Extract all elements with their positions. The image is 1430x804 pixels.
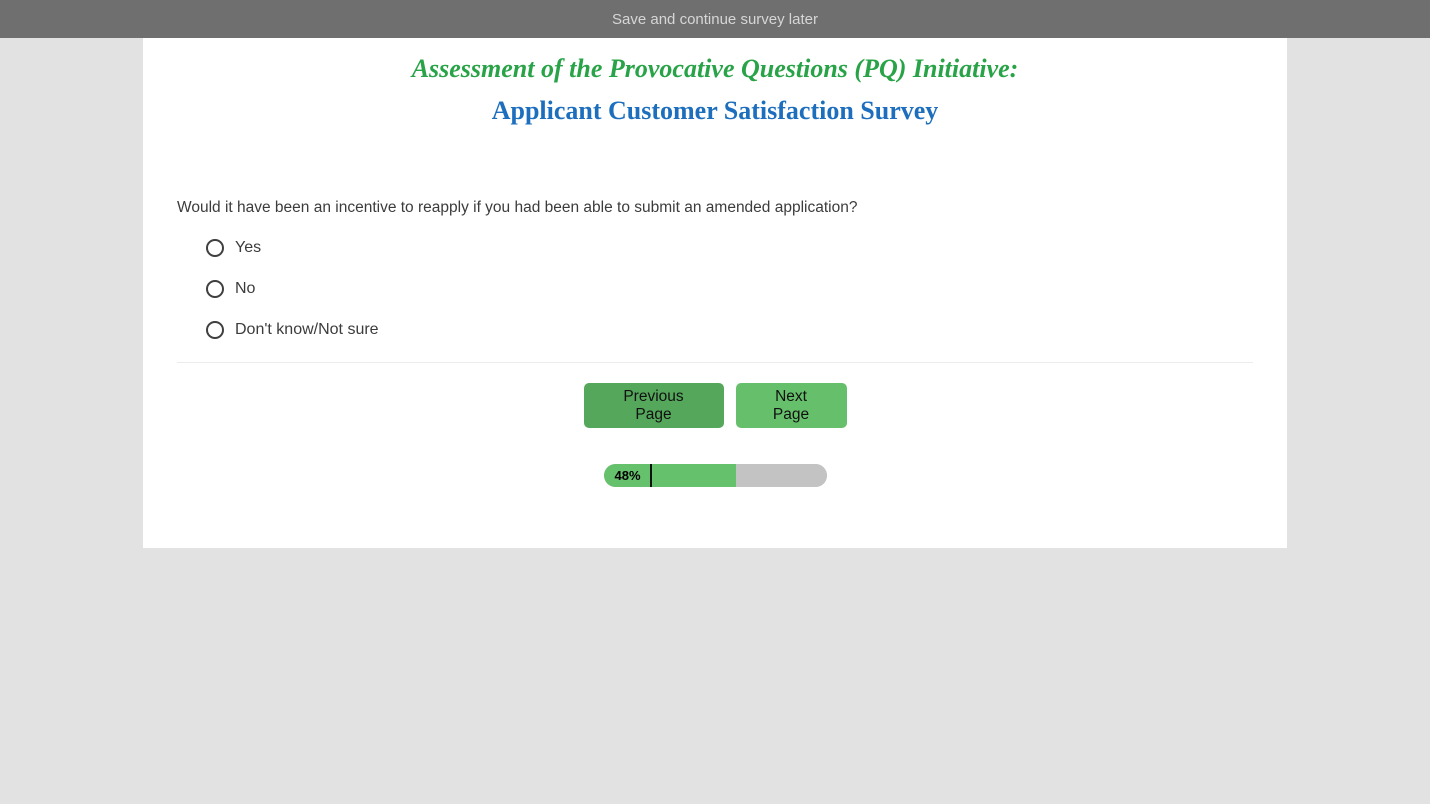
progress-fill [652,464,736,487]
save-continue-link[interactable]: Save and continue survey later [612,10,818,28]
radio-dont-know-label[interactable]: Don't know/Not sure [235,321,379,338]
radio-yes[interactable] [206,239,224,257]
previous-page-button[interactable]: Previous Page [584,383,724,428]
divider [177,362,1253,363]
radio-no-label[interactable]: No [235,280,256,297]
survey-card [143,38,1287,548]
progress-percent-label: 48% [604,464,650,487]
survey-title-line1: Assessment of the Provocative Questions (PQ) Initiative: [411,54,1019,83]
progress-track [652,464,827,487]
question-text: Would it have been an incentive to reapply if you had been able to submit an amended application? [177,199,858,216]
progress-bar-container [143,464,1287,487]
survey-title [143,38,1287,132]
radio-yes-label[interactable]: Yes [235,239,262,256]
option-yes[interactable] [206,239,1287,257]
survey-title-line2: Applicant Customer Satisfaction Survey [491,96,939,125]
next-page-button[interactable]: Next Page [736,383,847,428]
option-no[interactable] [206,280,1287,298]
topbar [0,0,1430,38]
progress-bar [604,464,827,487]
radio-dont-know[interactable] [206,321,224,339]
nav-buttons [143,383,1287,428]
radio-no[interactable] [206,280,224,298]
radio-group [206,239,1287,339]
option-dont-know[interactable] [206,321,1287,339]
